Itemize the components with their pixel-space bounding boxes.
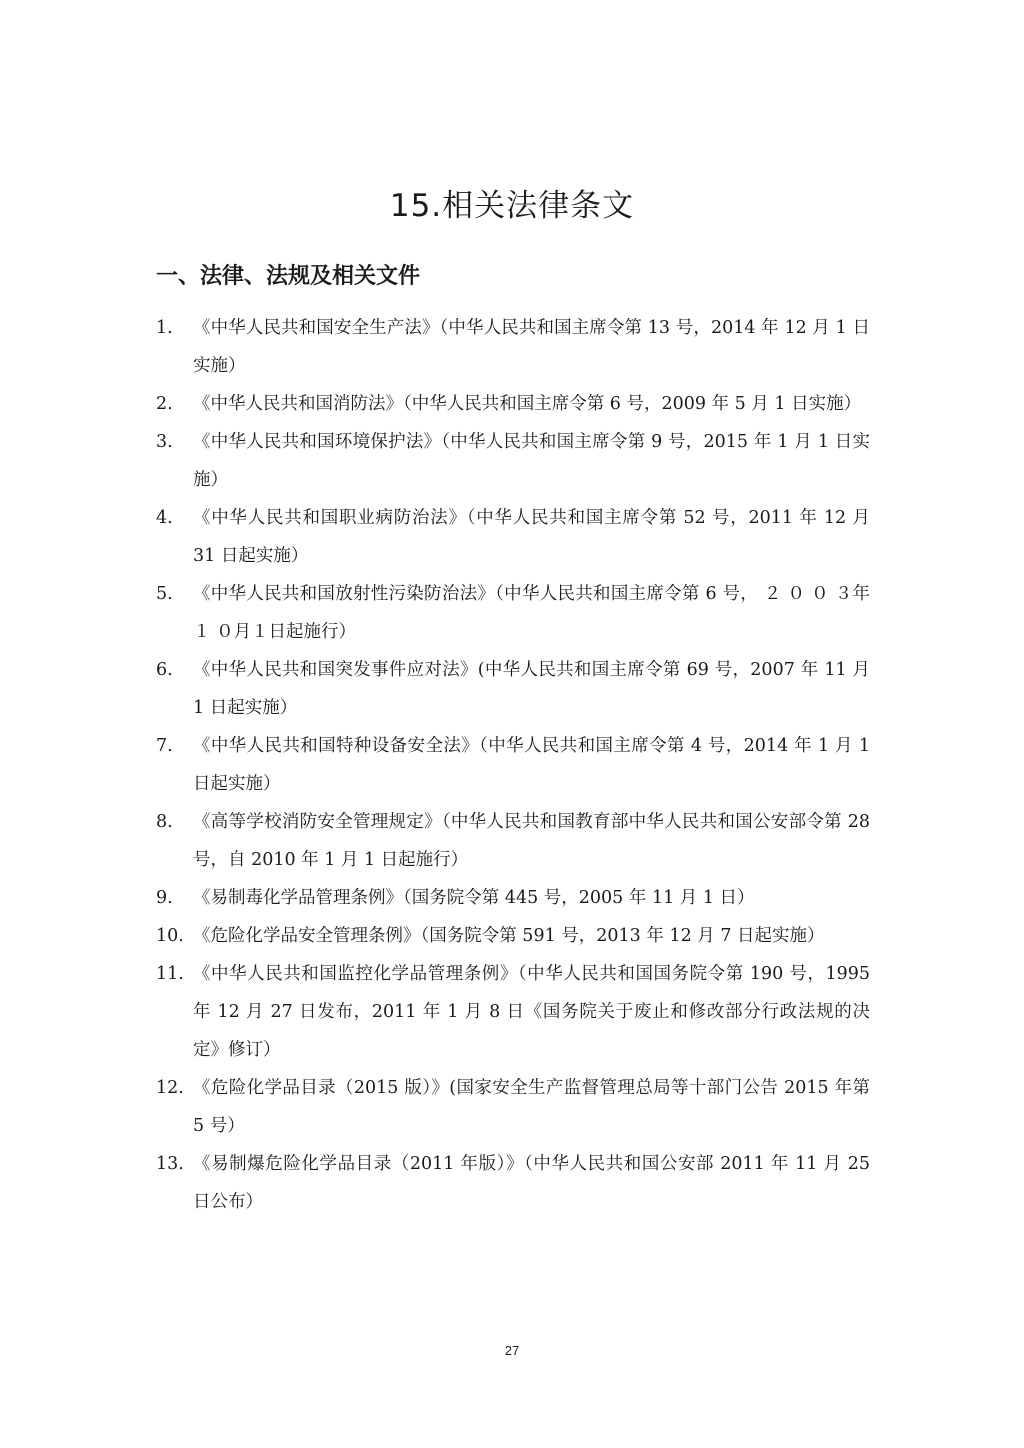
law-item-13 [156, 1145, 870, 1221]
law-item-11 [156, 955, 870, 1069]
page-title: 15.相关法律条文 [389, 188, 635, 224]
section-heading: 一、法律、法规及相关文件 [156, 264, 421, 289]
law-item-text: 《危险化学品目录（2015 版）》(国家安全生产监督管理总局等十部门公告 2015 年第 5 号） [193, 1078, 870, 1136]
law-item-text: 《中华人民共和国监控化学品管理条例》（中华人民共和国国务院令第 190 号，1995 年 12 月 27 日发布，2011 年 1 月 8 日《国务院关于废止和修改部分行政法规的决定》修订） [193, 964, 870, 1060]
law-item-5 [156, 575, 870, 651]
law-item-text: 《中华人民共和国环境保护法》（中华人民共和国主席令第 9 号，2015 年 1 月 1 日实施） [193, 432, 870, 490]
law-item-text: 《中华人民共和国职业病防治法》（中华人民共和国主席令第 52 号，2011 年 12 月 31 日起实施） [193, 508, 870, 566]
law-item-4 [156, 499, 870, 575]
law-item-number: 9. [156, 888, 173, 908]
law-item-8 [156, 803, 870, 879]
law-list [156, 309, 870, 1221]
page-number: 27 [504, 1343, 520, 1358]
law-item-6 [156, 651, 870, 727]
law-item-number: 12. [156, 1078, 184, 1098]
law-item-text: 《中华人民共和国消防法》（中华人民共和国主席令第 6 号，2009 年 5 月 1 日实施） [193, 394, 862, 414]
law-item-number: 7. [156, 736, 173, 756]
law-item-1 [156, 309, 870, 385]
law-item-7 [156, 727, 870, 803]
law-item-text: 《易制爆危险化学品目录（2011 年版）》（中华人民共和国公安部 2011 年 11 月 25 日公布） [193, 1154, 870, 1212]
law-item-3 [156, 423, 870, 499]
law-item-number: 10. [156, 926, 184, 946]
law-item-number: 1. [156, 318, 173, 338]
law-item-text: 《中华人民共和国特种设备安全法》（中华人民共和国主席令第 4 号，2014 年 1 月 1 日起实施） [193, 736, 870, 794]
law-item-text: 《中华人民共和国安全生产法》（中华人民共和国主席令第 13 号，2014 年 12 月 1 日实施） [193, 318, 870, 376]
law-item-text: 《易制毒化学品管理条例》（国务院令第 445 号，2005 年 11 月 1 日） [193, 888, 755, 908]
law-item-text: 《危险化学品安全管理条例》（国务院令第 591 号，2013 年 12 月 7 日起实施） [193, 926, 825, 946]
law-item-number: 8. [156, 812, 173, 832]
law-item-number: 11. [156, 964, 184, 984]
law-item-number: 13. [156, 1154, 184, 1174]
law-item-12 [156, 1069, 870, 1145]
law-item-text: 《中华人民共和国放射性污染防治法》（中华人民共和国主席令第 6 号， ２ ０ ０ ３年１ ０月１日起施行） [193, 584, 870, 642]
law-item-text: 《高等学校消防安全管理规定》（中华人民共和国教育部中华人民共和国公安部令第 28 号，自 2010 年 1 月 1 日起施行） [193, 812, 870, 870]
law-item-2 [156, 385, 870, 423]
law-item-number: 5. [156, 584, 173, 604]
law-item-number: 6. [156, 660, 173, 680]
law-item-number: 2. [156, 394, 173, 414]
law-item-10 [156, 917, 870, 955]
law-item-9 [156, 879, 870, 917]
law-item-number: 3. [156, 432, 173, 452]
law-item-text: 《中华人民共和国突发事件应对法》(中华人民共和国主席令第 69 号，2007 年 11 月 1 日起实施） [193, 660, 870, 718]
law-item-number: 4. [156, 508, 173, 528]
